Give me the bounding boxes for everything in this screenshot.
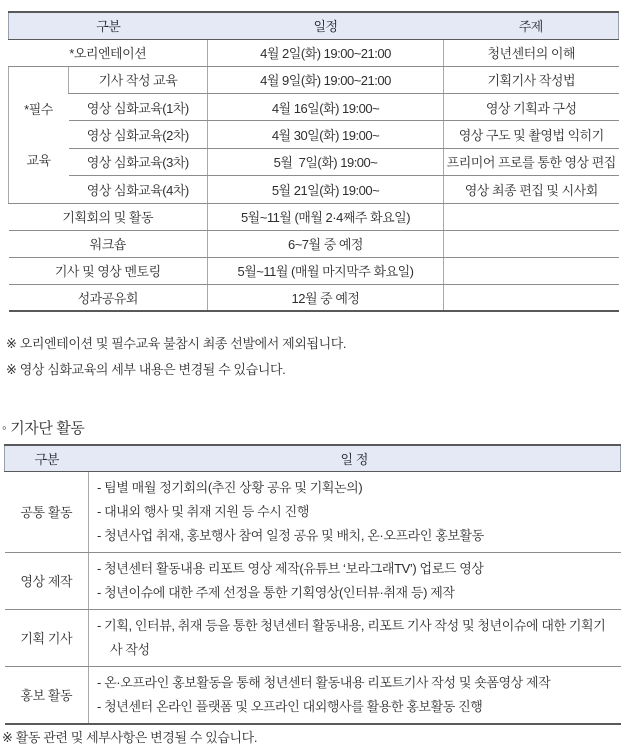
cell-category: 홍보 활동 bbox=[5, 666, 89, 724]
table-row-promotion bbox=[5, 666, 621, 724]
cell-topic: 청년센터의 이해 bbox=[444, 39, 619, 66]
cell-topic: 영상 기획과 구성 bbox=[444, 93, 619, 120]
cell-details bbox=[89, 609, 621, 666]
cell-topic bbox=[444, 203, 619, 230]
cell-category: 기사 작성 교육 bbox=[69, 66, 208, 93]
cell-schedule: 5월~11월 (매월 2·4째주 화요일) bbox=[208, 203, 444, 230]
activity-item: - 온·오프라인 홍보활동을 통해 청년센터 활동내용 리포트기사 작성 및 숏폼영상 제작 bbox=[97, 674, 551, 690]
header-category: 구분 bbox=[9, 12, 208, 39]
required-group-line1: *필수 bbox=[24, 101, 53, 117]
cell-schedule: 4월 16일(화) 19:00~ bbox=[208, 93, 444, 120]
footnote-line: ※ 영상 심화교육의 세부 내용은 변경될 수 있습니다. bbox=[6, 362, 286, 377]
table-row-common bbox=[5, 471, 621, 552]
table-row-required-3 bbox=[9, 121, 619, 148]
cell-category: 성과공유회 bbox=[9, 284, 208, 311]
table-row-required-4 bbox=[9, 148, 619, 175]
table-row-video bbox=[5, 552, 621, 609]
cell-schedule: 4월 30일(화) 19:00~ bbox=[208, 121, 444, 148]
cell-schedule: 12월 중 예정 bbox=[208, 284, 444, 311]
cell-details bbox=[89, 666, 621, 724]
table-row-article bbox=[5, 609, 621, 666]
table-row-required-5 bbox=[9, 176, 619, 203]
table-row-mentoring bbox=[9, 257, 619, 284]
activity-item: - 청년사업 취재, 홍보행사 참여 일정 공유 및 배치, 온·오프라인 홍보활동 bbox=[97, 527, 484, 543]
table-header-row bbox=[5, 445, 621, 471]
education-footnotes bbox=[6, 331, 346, 383]
cell-category: 영상 심화교육(4차) bbox=[69, 176, 208, 203]
cell-details bbox=[89, 471, 621, 552]
table-row-sharing bbox=[9, 284, 619, 311]
activity-item: - 대내외 행사 및 취재 지원 등 수시 진행 bbox=[97, 503, 309, 519]
cell-category: 기획회의 및 활동 bbox=[9, 203, 208, 230]
cell-category: 기획 기사 bbox=[5, 609, 89, 666]
activity-item: - 팀별 매월 정기회의(추진 상황 공유 및 기획논의) bbox=[97, 479, 363, 495]
cell-details bbox=[89, 552, 621, 609]
cell-schedule: 5월~11월 (매월 마지막주 화요일) bbox=[208, 257, 444, 284]
cell-topic bbox=[444, 284, 619, 311]
circle-bullet-icon: ◦ bbox=[2, 420, 7, 435]
cell-topic: 프리미어 프로를 통한 영상 편집 bbox=[444, 148, 619, 175]
cell-topic: 영상 구도 및 촬영법 익히기 bbox=[444, 121, 619, 148]
cell-topic: 영상 최종 편집 및 시사회 bbox=[444, 176, 619, 203]
activity-item: - 청년센터 활동내용 리포트 영상 제작(유튜브 ‘보라그래TV’) 업로드 영상 bbox=[97, 560, 484, 576]
cell-category: *오리엔테이션 bbox=[9, 39, 208, 66]
cell-category: 영상 심화교육(1차) bbox=[69, 93, 208, 120]
activities-footnote: ※ 활동 관련 및 세부사항은 변경될 수 있습니다. bbox=[2, 730, 258, 745]
header-schedule: 일 정 bbox=[89, 445, 621, 471]
activities-table bbox=[4, 444, 621, 725]
footnote-line: ※ 오리엔테이션 및 필수교육 불참시 최종 선발에서 제외됩니다. bbox=[6, 336, 347, 351]
education-schedule-section bbox=[8, 11, 618, 312]
cell-schedule: 4월 9일(화) 19:00~21:00 bbox=[208, 66, 444, 93]
table-row-workshop bbox=[9, 230, 619, 257]
cell-required-group bbox=[9, 66, 69, 203]
table-row-meeting bbox=[9, 203, 619, 230]
cell-topic: 기획기사 작성법 bbox=[444, 66, 619, 93]
cell-schedule: 5월 21일(화) 19:00~ bbox=[208, 176, 444, 203]
cell-category: 기사 및 영상 멘토링 bbox=[9, 257, 208, 284]
cell-category: 공통 활동 bbox=[5, 471, 89, 552]
table-header-row bbox=[9, 12, 619, 39]
table-row-orientation bbox=[9, 39, 619, 66]
cell-category: 워크숍 bbox=[9, 230, 208, 257]
activities-section bbox=[4, 444, 620, 725]
activity-item: - 청년이슈에 대한 주제 선정을 통한 기획영상(인터뷰·취재 등) 제작 bbox=[97, 584, 455, 600]
header-schedule: 일정 bbox=[208, 12, 444, 39]
activity-item: - 청년센터 온라인 플랫폼 및 오프라인 대외행사를 활용한 홍보활동 진행 bbox=[97, 698, 483, 714]
cell-schedule: 4월 2일(화) 19:00~21:00 bbox=[208, 39, 444, 66]
table-row-required-1 bbox=[9, 66, 619, 93]
cell-category: 영상 제작 bbox=[5, 552, 89, 609]
required-group-line2: 교육 bbox=[26, 152, 51, 168]
cell-schedule: 5월 7일(화) 19:00~ bbox=[208, 148, 444, 175]
table-row-required-2 bbox=[9, 93, 619, 120]
activity-item: - 기획, 인터뷰, 취재 등을 통한 청년센터 활동내용, 리포트 기사 작성 및 청년이슈에 대한 기획기사 작성 bbox=[97, 617, 606, 657]
header-topic: 주제 bbox=[444, 12, 619, 39]
section-title: 기자단 활동 bbox=[10, 420, 85, 437]
cell-category: 영상 심화교육(2차) bbox=[69, 121, 208, 148]
education-schedule-table bbox=[8, 11, 619, 312]
cell-schedule: 6~7월 중 예정 bbox=[208, 230, 444, 257]
header-category: 구분 bbox=[5, 445, 89, 471]
cell-topic bbox=[444, 257, 619, 284]
cell-topic bbox=[444, 230, 619, 257]
cell-category: 영상 심화교육(3차) bbox=[69, 148, 208, 175]
activities-section-heading bbox=[2, 417, 84, 438]
